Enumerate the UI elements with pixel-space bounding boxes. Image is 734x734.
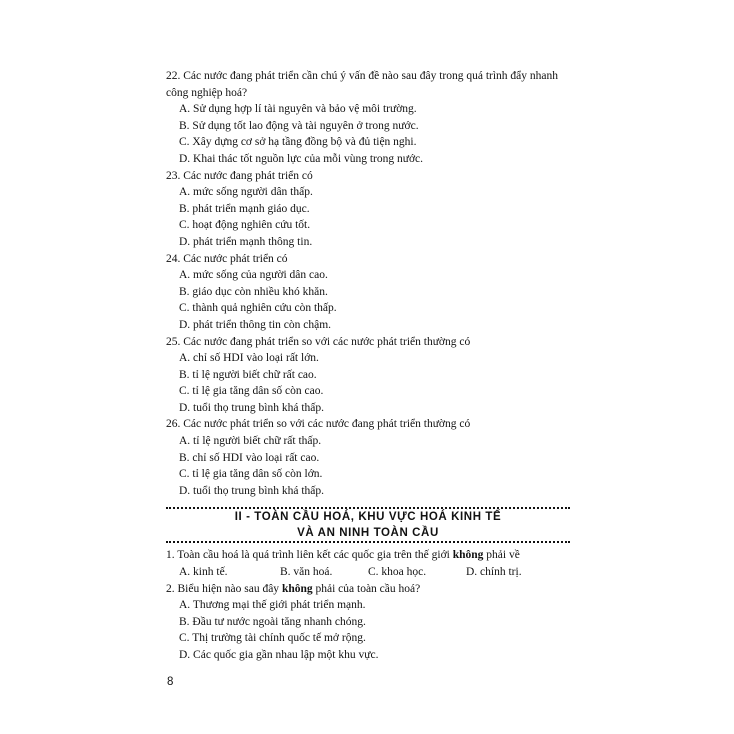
dotted-rule-bottom bbox=[166, 541, 570, 543]
question-2 bbox=[166, 581, 576, 664]
page-number: 8 bbox=[167, 676, 174, 688]
stem-emphasis: không bbox=[281, 582, 313, 595]
option-b: B. Sử dụng tốt lao động và tài nguyên ở trong nước. bbox=[179, 119, 419, 132]
option-b: B. phát triển mạnh giáo dục. bbox=[179, 202, 310, 215]
option-a: A. kinh tế. bbox=[179, 566, 228, 579]
question-25 bbox=[166, 334, 576, 417]
stem-emphasis: không bbox=[452, 549, 484, 562]
option-d: D. tuổi thọ trung bình khá thấp. bbox=[179, 484, 325, 497]
question-22 bbox=[166, 68, 576, 168]
option-d: D. chính trị. bbox=[466, 566, 522, 579]
question-stem: 26. Các nước phát triển so với các nước đang phát triển thường có bbox=[166, 418, 471, 431]
question-stem: 23. Các nước đang phát triển có bbox=[166, 169, 313, 182]
option-c: C. tỉ lệ gia tăng dân số còn lớn. bbox=[179, 468, 323, 481]
option-a: A. tỉ lệ người biết chữ rất thấp. bbox=[179, 435, 322, 448]
option-a: A. mức sống của người dân cao. bbox=[179, 269, 328, 282]
option-c: C. hoạt động nghiên cứu tốt. bbox=[179, 219, 311, 232]
question-24 bbox=[166, 251, 576, 334]
option-c: C. Thị trường tài chính quốc tế mở rộng. bbox=[179, 632, 366, 645]
option-d: D. Các quốc gia gần nhau lập một khu vực. bbox=[179, 649, 379, 661]
question-23 bbox=[166, 168, 576, 251]
section-title-line-2: VÀ AN NINH TOÀN CẦU bbox=[297, 527, 439, 540]
option-c: C. khoa học. bbox=[368, 566, 427, 579]
option-d: D. phát triển thông tin còn chậm. bbox=[179, 318, 332, 331]
option-a: A. Thương mại thế giới phát triển mạnh. bbox=[179, 599, 366, 612]
question-26 bbox=[166, 416, 576, 499]
option-c: C. thành quả nghiên cứu còn thấp. bbox=[179, 302, 337, 315]
question-stem bbox=[166, 581, 576, 598]
stem-text: 2. Biểu hiện nào sau đây bbox=[166, 582, 282, 595]
option-d: D. tuổi thọ trung bình khá thấp. bbox=[179, 401, 325, 414]
stem-text: phải về bbox=[483, 549, 520, 562]
stem-text: phải của toàn cầu hoá? bbox=[312, 582, 421, 595]
question-stem: 22. Các nước đang phát triển cần chú ý vấn đề nào sau đây trong quá trình đẩy nhanh công nghiệp hoá? bbox=[166, 70, 559, 99]
option-a: A. mức sống người dân thấp. bbox=[179, 186, 313, 199]
question-stem: 25. Các nước đang phát triển so với các nước phát triển thường có bbox=[166, 335, 471, 348]
option-b: B. chỉ số HDI vào loại rất cao. bbox=[179, 451, 320, 464]
inline-options bbox=[166, 564, 576, 581]
option-d: D. Khai thác tốt nguồn lực của mỗi vùng trong nước. bbox=[179, 152, 424, 165]
option-b: B. giáo dục còn nhiều khó khăn. bbox=[179, 285, 328, 298]
option-c: C. tỉ lệ gia tăng dân số còn cao. bbox=[179, 385, 324, 398]
question-stem bbox=[166, 547, 576, 564]
option-a: A. Sử dụng hợp lí tài nguyên và bảo vệ môi trường. bbox=[179, 103, 417, 116]
option-c: C. Xây dựng cơ sở hạ tầng đồng bộ và đủ tiện nghi. bbox=[179, 136, 417, 149]
option-a: A. chỉ số HDI vào loại rất lớn. bbox=[179, 352, 319, 365]
stem-text: 1. Toàn cầu hoá là quá trình liên kết các quốc gia trên thế giới bbox=[166, 549, 453, 562]
section-header bbox=[166, 507, 576, 543]
question-1 bbox=[166, 547, 576, 580]
question-stem: 24. Các nước phát triển có bbox=[166, 252, 288, 265]
option-b: B. tỉ lệ người biết chữ rất cao. bbox=[179, 368, 317, 381]
option-b: B. Đầu tư nước ngoài tăng nhanh chóng. bbox=[179, 615, 366, 628]
section-title-line-1: II - TOÀN CẦU HOÁ, KHU VỰC HOÁ KINH TẾ bbox=[234, 511, 502, 524]
option-d: D. phát triển mạnh thông tin. bbox=[179, 235, 313, 248]
option-b: B. văn hoá. bbox=[280, 566, 333, 579]
page-content bbox=[166, 68, 576, 664]
